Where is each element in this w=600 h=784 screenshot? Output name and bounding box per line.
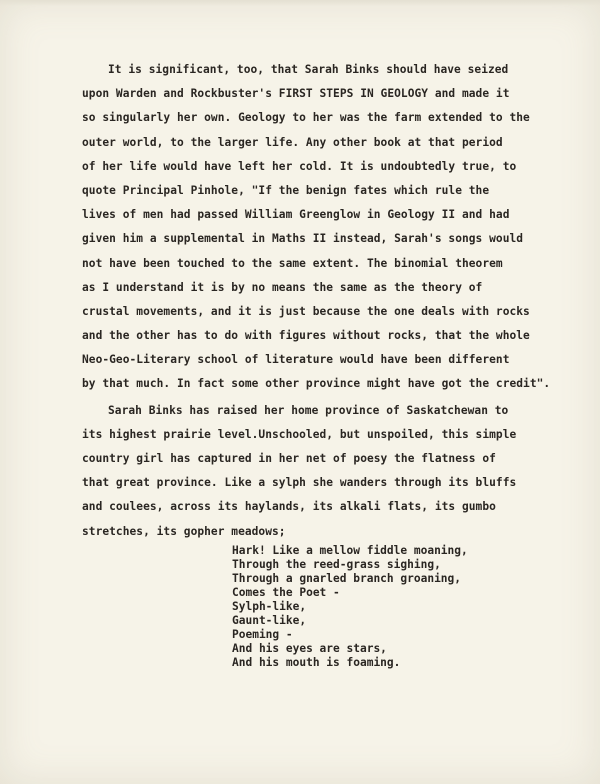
text-line: its highest prairie level.Unschooled, but unspoiled, this simple [82, 427, 517, 441]
text-line: Sarah Binks has raised her home province of Saskatchewan to [108, 403, 509, 417]
poem-line: Sylph-like, [232, 600, 307, 613]
paragraph-2 [82, 399, 582, 544]
poem-line: And his eyes are stars, [232, 642, 387, 655]
text-line: outer world, to the larger life. Any other book at that period [82, 135, 503, 149]
text-line: by that much. In fact some other province might have got the credit". [82, 377, 551, 391]
poem-line: Poeming - [232, 628, 293, 641]
paragraph-1 [82, 58, 582, 397]
poem-line: And his mouth is foaming. [232, 656, 401, 669]
text-line: of her life would have left her cold. It is undoubtedly true, to [82, 159, 517, 173]
text-line: lives of men had passed William Greenglow in Geology II and had [82, 208, 510, 222]
poem-stanza [232, 544, 468, 670]
text-line: as I understand it is by no means the same as the theory of [82, 280, 483, 294]
poem-line: Gaunt-like, [232, 614, 307, 627]
text-line: and coulees, across its haylands, its alkali flats, its gumbo [82, 500, 496, 514]
text-line: country girl has captured in her net of poesy the flatness of [82, 452, 496, 465]
text-line: It is significant, too, that Sarah Binks should have seized [108, 63, 509, 76]
poem-line: Through the reed-grass sighing, [232, 558, 441, 571]
paper-edge [0, 0, 600, 6]
text-line: so singularly her own. Geology to her was the farm extended to the [82, 111, 530, 125]
text-line: stretches, its gopher meadows; [82, 524, 286, 538]
text-line: not have been touched to the same extent. The binomial theorem [82, 256, 503, 270]
text-line: Neo-Geo-Literary school of literature would have been different [82, 353, 510, 367]
text-line: and the other has to do with figures without rocks, that the whole [82, 329, 530, 343]
text-line: quote Principal Pinhole, "If the benign fates which rule the [82, 183, 490, 197]
text-line: given him a supplemental in Maths II instead, Sarah's songs would [82, 232, 524, 246]
poem-line: Comes the Poet - [232, 586, 340, 599]
text-line: upon Warden and Rockbuster's FIRST STEPS IN GEOLOGY and made it [82, 87, 510, 101]
poem-line: Through a gnarled branch groaning, [232, 572, 462, 585]
poem-line: Hark! Like a mellow fiddle moaning, [232, 544, 468, 557]
text-line: that great province. Like a sylph she wanders through its bluffs [82, 476, 517, 490]
body-text [82, 58, 582, 544]
text-line: crustal movements, and it is just because the one deals with rocks [82, 304, 530, 318]
